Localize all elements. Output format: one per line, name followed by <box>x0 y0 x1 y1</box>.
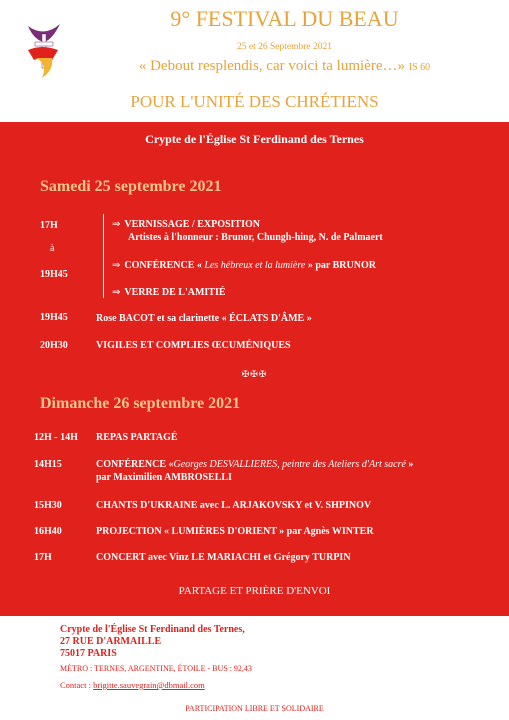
sunday-time: 17H <box>34 552 52 563</box>
evening-time: 20H30 <box>40 340 68 351</box>
saturday-item <box>112 219 260 230</box>
saturday-range-end: 19H45 <box>40 269 68 280</box>
evening-time: 19H45 <box>40 312 68 323</box>
sunday-label: CHANTS D'UKRAINE avec L. ARJAKOVSKY et V. SHPINOV <box>96 500 372 511</box>
footer-metro: MÉTRO : TERNES, ARGENTINE, ÉTOILE - BUS : 92,43 <box>60 664 252 673</box>
quote-reference: IS 60 <box>408 62 431 73</box>
saturday-item <box>112 260 376 271</box>
saturday-range-start: 17H <box>40 220 58 231</box>
arrow-icon: ⇒ <box>112 219 121 230</box>
quote-text: « Debout resplendis, car voici ta lumière…» <box>138 58 405 74</box>
contact-email-link[interactable]: brigitte.sauvegrain@dbmail.com <box>93 680 205 690</box>
saturday-item-subtitle: Artistes à l'honneur : Brunor, Chungh-hing, N. de Palmaert <box>128 232 383 243</box>
arrow-icon: ⇒ <box>112 260 121 271</box>
saturday-item <box>112 287 226 298</box>
closing-text: PARTAGE ET PRIÈRE D'ENVOI <box>178 585 331 597</box>
item-title-prefix: CONFÉRENCE « <box>124 260 202 271</box>
footer-city: 75017 PARIS <box>60 648 117 659</box>
item-title-suffix: » par BRUNOR <box>307 260 376 271</box>
item-title: VERRE DE L'AMITIÉ <box>124 287 226 298</box>
sunday-time: 14H15 <box>34 459 62 470</box>
crosses-divider: ✠✠✠ <box>241 369 268 379</box>
sunday-label: CONCERT avec Vinz LE MARIACHI et Grégory TURPIN <box>96 552 351 563</box>
festival-title: 9° FESTIVAL DU BEAU <box>170 6 399 31</box>
footer-contact <box>60 680 205 690</box>
item-title: VERNISSAGE / EXPOSITION <box>124 219 260 230</box>
item-title-italic: Les hébreux et la lumière <box>201 260 308 271</box>
sunday-time: 16H40 <box>34 526 62 537</box>
label-prefix: CONFÉRENCE « <box>96 459 174 470</box>
sunday-label-line2: par Maximilien AMBROSELLI <box>96 472 232 483</box>
header <box>0 0 509 122</box>
sunday-title: Dimanche 26 septembre 2021 <box>40 395 241 412</box>
sunday-time: 15H30 <box>34 500 62 511</box>
label-suffix: » <box>405 459 414 470</box>
footer-participation: PARTICIPATION LIBRE ET SOLIDAIRE <box>185 704 324 713</box>
saturday-bracket <box>103 214 104 298</box>
footer <box>0 616 509 720</box>
evening-label: VIGILES ET COMPLIES ŒCUMÉNIQUES <box>96 340 291 351</box>
saturday-title: Samedi 25 septembre 2021 <box>40 178 222 195</box>
festival-dates: 25 et 26 Septembre 2021 <box>237 42 332 52</box>
venue-title: Crypte de l'Église St Ferdinand des Ternes <box>145 132 364 146</box>
arrow-icon: ⇒ <box>112 287 121 298</box>
contact-label: Contact : <box>60 680 94 690</box>
sunday-label: REPAS PARTAGÉ <box>96 432 178 443</box>
footer-street: 27 RUE D'ARMAILLE <box>60 636 162 647</box>
sunday-label: PROJECTION « LUMIÈRES D'ORIENT » par Agnès WINTER <box>96 526 374 537</box>
festival-quote <box>30 58 509 75</box>
sunday-time: 12H - 14H <box>34 432 78 443</box>
footer-venue: Crypte de l'Église St Ferdinand des Ternes, <box>60 624 245 635</box>
festival-theme: POUR L'UNITÉ DES CHRÉTIENS <box>130 92 379 111</box>
saturday-range-mid: à <box>50 243 55 254</box>
program-panel <box>0 122 509 616</box>
evening-label: Rose BACOT et sa clarinette « ÉCLATS D'ÂME » <box>96 313 312 324</box>
label-italic: Georges DESVALLIERES, peintre des Ateliers d'Art sacré <box>173 459 406 470</box>
sunday-label <box>96 459 413 470</box>
